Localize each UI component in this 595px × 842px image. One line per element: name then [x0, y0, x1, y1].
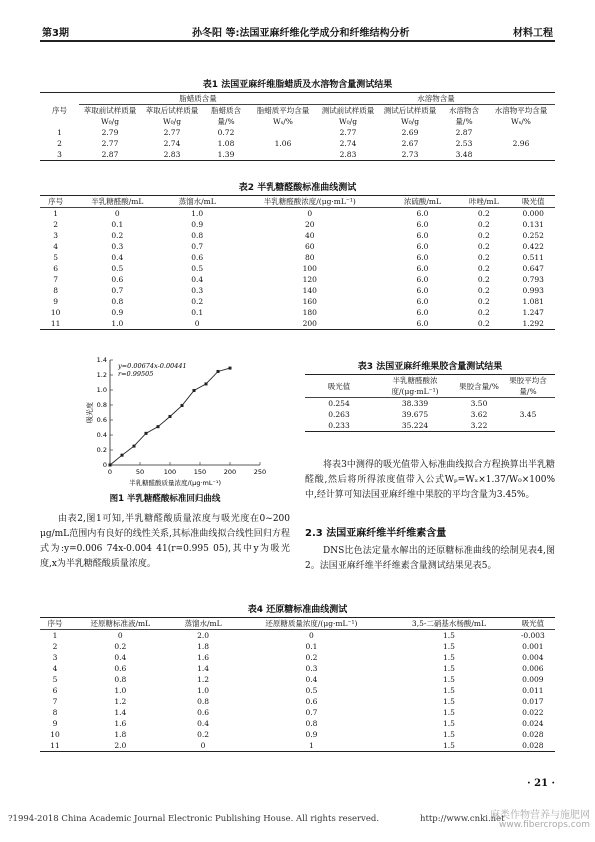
table1-cell: 2.87 — [455, 128, 473, 137]
table4-cell: 7 — [52, 697, 58, 706]
table2-cell: 0.2 — [477, 297, 490, 306]
table2-cell: 0.5 — [191, 264, 204, 273]
table4-cell: 1.5 — [443, 664, 455, 673]
data-point — [229, 367, 232, 370]
table4-header-cell: 3,5-二硝基水杨酸/mL — [411, 619, 487, 628]
table2-cell: 6.0 — [416, 286, 429, 295]
table1-cell: 2.67 — [401, 139, 419, 148]
table2-cell: 4 — [53, 242, 58, 251]
table4-cell: 2.0 — [114, 741, 127, 750]
table4-cell: 10 — [50, 730, 60, 739]
y-tick-label: 0.6 — [96, 416, 107, 424]
table2-cell: 0.4 — [111, 253, 124, 262]
table2-cell: 3 — [53, 231, 58, 240]
table2-cell: 0.2 — [477, 308, 490, 317]
y-tick-label: 1.4 — [96, 356, 107, 364]
table2-cell: 0.511 — [522, 253, 544, 262]
table4-cell: 1.0 — [114, 686, 127, 695]
table4-cell: 1 — [52, 631, 58, 640]
table1-cell: 2.77 — [339, 128, 357, 137]
table2-cell: 0.2 — [191, 297, 204, 306]
table2-cell: 6.0 — [416, 253, 429, 262]
table2-header-cell: 半乳糖醛酸浓度/(μg·mL⁻¹) — [263, 197, 356, 206]
table2-cell: 0.6 — [191, 253, 204, 262]
table2-header-cell: 蒸馏水/mL — [178, 197, 216, 206]
table4-header-cell: 还原糖标准液/mL — [90, 619, 151, 628]
table2-cell: 0.7 — [111, 286, 124, 295]
table2-cell: 0.2 — [477, 253, 490, 262]
table4-cell: 0 — [309, 631, 314, 640]
watermark-cn: 麻类作物营养与施肥网 — [490, 810, 590, 821]
table2-cell: 6.0 — [416, 231, 429, 240]
table4-cell: 1.0 — [197, 686, 210, 695]
table4-cell: 1.5 — [443, 719, 455, 728]
table4-cell: 1 — [309, 741, 314, 750]
table4-cell: -0.003 — [520, 631, 545, 640]
table4-cell: 0.004 — [522, 653, 544, 662]
regression-paragraph: 由表2,图1可知,半乳糖醛酸质量浓度与吸光度在0~200 μg/mL范围内有良好的线性关系,其标准曲线拟合线性回归方程式为:y=0.006 74x-0.004 41(r=0.995 05),其中y为吸光度,x为半乳糖醛酸质量浓度。 — [40, 514, 290, 569]
table2-cell: 0.2 — [477, 220, 490, 229]
table4-row — [40, 641, 555, 652]
table2-cell: 0.252 — [522, 231, 544, 240]
table2-cell: 6.0 — [416, 264, 429, 273]
table4-cell: 6 — [52, 686, 58, 695]
table4-cell: 2.0 — [197, 631, 210, 640]
table2-cell: 5 — [53, 253, 58, 262]
table2-caption: 表2 半乳糖醛酸标准曲线测试 — [238, 183, 357, 193]
table3-header-cell: 果胶含量/% — [459, 381, 499, 391]
table2-header-cell: 序号 — [48, 197, 64, 206]
data-point — [145, 432, 148, 435]
table4-cell: 3 — [52, 653, 58, 662]
table4-cell: 0.4 — [197, 719, 210, 728]
table4-row — [40, 652, 555, 663]
hemicellulose-paragraph: DNS比色法定量水解出的还原糖标准曲线的绘制见表4,图2。法国亚麻纤维半纤维素含量测试结果见表5。 — [305, 546, 555, 571]
table1-cell — [249, 149, 317, 161]
table4-cell: 1.2 — [197, 675, 210, 684]
table1-cell — [487, 149, 555, 161]
table2-row — [40, 274, 555, 285]
table3-cell: 0.233 — [328, 421, 350, 430]
table4-header-cell: 还原糖质量浓度/(μg·mL⁻¹) — [265, 619, 358, 628]
table4-header-cell: 蒸馏水/mL — [184, 619, 222, 628]
table4-cell: 2 — [52, 642, 58, 651]
table2-cell: 160 — [302, 297, 317, 306]
table1-cell: 2.74 — [339, 139, 357, 148]
table1-header-cell: 水溶物平均含量 Wₛ/% — [494, 106, 548, 126]
table3-cell: 38.339 — [401, 399, 429, 408]
table2-header-cell: 半乳糖醛酸/mL — [91, 197, 144, 206]
table4-cell: 1.5 — [443, 631, 455, 640]
table4-cell: 0.3 — [305, 664, 318, 673]
table1-cell: 1.39 — [217, 150, 235, 159]
table2-cell: 0.3 — [191, 286, 204, 295]
table1-group-water: 水溶物含量 — [317, 93, 555, 105]
table2-cell: 0.9 — [191, 220, 204, 229]
cnki-link[interactable]: http://www.cnki.net — [420, 814, 505, 824]
table2-cell: 0.2 — [477, 231, 490, 240]
table4-cell: 8 — [52, 708, 58, 717]
data-point — [133, 445, 136, 448]
table2-header-cell: 吸光值 — [521, 197, 545, 206]
table3-cell: 3.50 — [470, 399, 488, 408]
figure1 — [60, 352, 275, 492]
table1-header-cell: 测试前试样质量 W₀/g — [321, 106, 375, 126]
table2-cell: 0.000 — [522, 209, 544, 218]
table2-cell: 0.2 — [477, 286, 490, 295]
data-point — [109, 464, 112, 467]
y-tick-label: 1.0 — [96, 386, 107, 394]
table4-cell: 9 — [52, 719, 58, 728]
x-tick-label: 100 — [163, 468, 177, 476]
table4-row — [40, 729, 555, 740]
table2-row — [40, 307, 555, 318]
table4-cell: 1.4 — [114, 708, 127, 717]
table4-row — [40, 674, 555, 685]
table4-cell: 1.8 — [197, 642, 210, 651]
table2-cell: 0.131 — [522, 220, 544, 229]
table4-cell: 0.4 — [114, 653, 127, 662]
table2 — [40, 195, 555, 330]
data-point — [121, 454, 124, 457]
table2-cell: 140 — [302, 286, 317, 295]
table4-cell: 4 — [52, 664, 58, 673]
data-point — [193, 389, 196, 392]
journal-name: 材料工程 — [513, 28, 553, 39]
table1-header-cell: 水溶物含量/% — [449, 106, 479, 126]
table2-cell: 120 — [302, 275, 317, 284]
table4-row — [40, 707, 555, 718]
table3-cell: 3.62 — [470, 410, 488, 419]
table4-cell: 1.5 — [443, 675, 455, 684]
table4-cell: 0.8 — [305, 719, 318, 728]
y-tick-label: 1.2 — [96, 371, 107, 379]
table1-group-wax: 脂蜡质含量 — [79, 93, 317, 105]
table4-cell: 1.6 — [197, 653, 210, 662]
pectin-paragraph: 将表3中测得的吸光值带入标准曲线拟合方程换算出半乳糖醛酸,然后将所得浓度值带入公式Wₚ=Wₓ×1.37/W₀×100%中,经计算可知法国亚麻纤维中果胶的平均含量为3.45%。 — [305, 460, 555, 500]
table4-cell: 0.5 — [305, 686, 318, 695]
table2-cell: 40 — [305, 231, 315, 240]
table2-cell: 0.4 — [191, 275, 204, 284]
section-heading: 2.3 法国亚麻纤维半纤维素含量 — [305, 528, 447, 539]
table1-cell: 2.74 — [163, 139, 181, 148]
table4-cell: 0.011 — [522, 686, 544, 695]
table2-cell: 6.0 — [416, 297, 429, 306]
table2-cell: 1.292 — [522, 319, 544, 328]
table4-cell: 0.001 — [522, 642, 544, 651]
table2-row — [40, 252, 555, 263]
table4-cell: 0.028 — [522, 730, 544, 739]
table2-cell: 0.7 — [191, 242, 204, 251]
table3-caption: 表3 法国亚麻纤维果胶含量测试结果 — [357, 362, 503, 372]
table2-cell: 7 — [53, 275, 58, 284]
table4-row — [40, 740, 555, 752]
table4-cell: 0.6 — [114, 664, 127, 673]
table4-cell: 0.2 — [197, 730, 210, 739]
table4-cell: 0.6 — [305, 697, 318, 706]
issue-label: 第3期 — [42, 28, 69, 39]
y-tick-label: 0.2 — [96, 446, 107, 454]
table2-header-cell: 咔唑/mL — [468, 197, 499, 206]
table1-row — [40, 138, 555, 149]
table2-cell: 0.993 — [522, 286, 544, 295]
table2-cell: 6 — [53, 264, 58, 273]
table2-cell: 6.0 — [416, 209, 429, 218]
running-title: 孙冬阳 等:法国亚麻纤维化学成分和纤维结构分析 — [192, 28, 410, 39]
table2-cell: 2 — [53, 220, 58, 229]
table2-cell: 10 — [50, 308, 61, 317]
table3 — [305, 374, 555, 432]
table2-cell: 0.3 — [111, 242, 124, 251]
table1-cell: 0.72 — [217, 128, 235, 137]
table1-cell — [487, 127, 555, 138]
table4-cell: 1.5 — [443, 653, 455, 662]
table1-header-cell: 测试后试样质量 W₀/g — [383, 106, 437, 126]
table2-cell: 100 — [302, 264, 317, 273]
table3-cell: 0.263 — [328, 410, 350, 419]
figure1-r-value: r=0.99505 — [118, 370, 154, 378]
table2-cell: 0.1 — [191, 308, 204, 317]
table2-cell: 20 — [305, 220, 315, 229]
figure1-equation: y=0.00674x-0.00441 — [118, 362, 187, 370]
x-tick-label: 150 — [193, 468, 207, 476]
table3-cell: 3.45 — [519, 410, 537, 419]
page-number: · 21 · — [527, 778, 555, 789]
table4-cell: 1.5 — [443, 730, 455, 739]
table1-cell: 2.53 — [455, 139, 473, 148]
table4-cell: 0.006 — [522, 664, 544, 673]
x-tick-label: 0 — [107, 468, 113, 476]
table2-cell: 80 — [305, 253, 315, 262]
table4-cell: 0.6 — [197, 708, 210, 717]
table4-row — [40, 685, 555, 696]
table4-cell: 0 — [200, 741, 206, 750]
data-point — [181, 404, 184, 407]
table2-cell: 6.0 — [416, 275, 429, 284]
table1-header-cell: 萃取后试样质量 W₀/g — [145, 106, 199, 126]
table2-cell: 0.1 — [111, 220, 124, 229]
table2-row — [40, 241, 555, 252]
table2-cell: 0.2 — [477, 275, 490, 284]
table2-row — [40, 208, 555, 220]
table1-cell: 2.96 — [512, 139, 530, 148]
table4-cell: 0.028 — [522, 741, 544, 750]
table1-cell: 2.77 — [101, 139, 119, 148]
y-tick-label: 0.4 — [96, 431, 107, 439]
table4-row — [40, 696, 555, 707]
table2-row — [40, 263, 555, 274]
table1-cell — [249, 127, 317, 138]
table1-header-cell: 序号 — [52, 105, 67, 115]
table3-cell: 35.224 — [401, 421, 429, 430]
table1-cell: 2.69 — [401, 128, 419, 137]
table4-cell: 0.2 — [305, 653, 318, 662]
table1-row — [40, 127, 555, 138]
table2-cell: 0.2 — [477, 209, 490, 218]
table1-cell: 2.79 — [101, 128, 119, 137]
table1-cell: 2 — [57, 139, 62, 148]
table2-cell: 0.8 — [191, 231, 204, 240]
figure1-caption: 图1 半乳糖醛酸标准回归曲线 — [109, 494, 221, 504]
table3-cell — [501, 398, 555, 410]
table3-header-cell: 吸光值 — [327, 381, 351, 391]
table2-cell: 1 — [53, 209, 58, 218]
table2-cell: 0.2 — [477, 264, 490, 273]
table1-cell: 2.77 — [163, 128, 181, 137]
data-point — [205, 382, 208, 385]
table1-cell: 2.73 — [401, 150, 419, 159]
table4-cell: 0.4 — [305, 675, 318, 684]
table1-header-cell: 萃取前试样质量 W₀/g — [83, 106, 137, 126]
table3-cell: 0.254 — [328, 399, 350, 408]
table4-cell: 1.5 — [443, 686, 455, 695]
table2-cell: 0 — [114, 209, 120, 218]
table1-row — [40, 149, 555, 161]
table1-header-cell: 脂蜡质含量/% — [211, 106, 241, 126]
table1-cell: 1 — [57, 128, 62, 137]
table2-row — [40, 219, 555, 230]
data-point — [169, 415, 172, 418]
table4-cell: 0.8 — [197, 697, 210, 706]
table2-cell: 6.0 — [416, 319, 429, 328]
table4-cell: 0.009 — [522, 675, 544, 684]
table4-header-cell: 吸光值 — [521, 619, 545, 628]
table4-cell: 1.2 — [114, 697, 127, 706]
table2-cell: 0.422 — [522, 242, 544, 251]
table4-row — [40, 630, 555, 642]
table4-cell: 0.017 — [522, 697, 544, 706]
table3-cell — [501, 420, 555, 432]
table4-cell: 1.5 — [443, 697, 455, 706]
running-header — [40, 22, 555, 42]
figure1-xlabel: 半乳糖醛酸质量浓度/(μg·mL⁻¹) — [128, 479, 222, 487]
table4-cell: 1.5 — [443, 741, 455, 750]
figure1-chart — [60, 352, 275, 492]
table3-row — [305, 398, 555, 410]
table2-cell: 180 — [302, 308, 317, 317]
table2-cell: 0 — [307, 209, 313, 218]
table2-cell: 1.247 — [522, 308, 544, 317]
data-point — [157, 425, 160, 428]
table3-header-cell: 半乳糖醛酸浓度/(μg·mL⁻¹) — [391, 376, 439, 396]
table4-cell: 5 — [52, 675, 58, 684]
table4-cell: 0.024 — [522, 719, 544, 728]
table2-cell: 11 — [50, 319, 61, 328]
table3-cell: 3.22 — [470, 421, 488, 430]
table4-cell: 1.8 — [114, 730, 127, 739]
table4-cell: 1.5 — [443, 642, 455, 651]
table4-cell: 0.1 — [305, 642, 318, 651]
data-point — [217, 370, 220, 373]
table2-cell: 0.9 — [111, 308, 124, 317]
table2-cell: 0.2 — [477, 319, 490, 328]
table4-cell: 11 — [50, 741, 60, 750]
table1-cell: 1.08 — [217, 139, 235, 148]
table2-cell: 1.0 — [191, 209, 204, 218]
table2-cell: 0 — [194, 319, 200, 328]
table2-cell: 0.8 — [111, 297, 124, 306]
table4-header-cell: 序号 — [47, 619, 63, 628]
table2-row — [40, 318, 555, 330]
table2-cell: 9 — [53, 297, 58, 306]
table2-cell: 0.647 — [522, 264, 544, 273]
table3-header-cell: 果胶平均含量/% — [509, 376, 547, 396]
table2-cell: 60 — [305, 242, 315, 251]
y-tick-label: 0.8 — [96, 401, 107, 409]
table3-cell: 39.675 — [401, 410, 429, 419]
table1-cell: 2.83 — [339, 150, 357, 159]
table3-row — [305, 420, 555, 432]
table4 — [40, 617, 555, 752]
table2-cell: 6.0 — [416, 220, 429, 229]
table4-cell: 0 — [117, 631, 123, 640]
table2-cell: 6.0 — [416, 308, 429, 317]
table4-row — [40, 718, 555, 729]
table3-row — [305, 409, 555, 420]
table4-cell: 1.4 — [197, 664, 210, 673]
table1-cell: 2.83 — [163, 150, 181, 159]
table4-cell: 1.5 — [443, 708, 455, 717]
figure1-ylabel: 吸光度 — [86, 402, 94, 423]
table4-caption: 表4 还原糖标准曲线测试 — [247, 605, 348, 615]
table2-cell: 0.793 — [522, 275, 544, 284]
table1-cell: 1.06 — [274, 139, 292, 148]
table4-cell: 0.9 — [305, 730, 318, 739]
table2-cell: 8 — [53, 286, 58, 295]
copyright-notice: ?1994-2018 China Academic Journal Electronic Publishing House. All rights reserved. — [8, 814, 380, 824]
table2-cell: 6.0 — [416, 242, 429, 251]
table4-cell: 1.6 — [114, 719, 127, 728]
table4-cell: 0.022 — [522, 708, 544, 717]
table1-caption: 表1 法国亚麻纤维脂蜡质及水溶物含量测试结果 — [202, 80, 393, 90]
table2-cell: 1.0 — [111, 319, 124, 328]
table2-row — [40, 296, 555, 307]
table2-cell: 0.5 — [111, 264, 124, 273]
table2-row — [40, 285, 555, 296]
y-tick-label: 0 — [102, 461, 107, 469]
table2-cell: 0.2 — [477, 242, 490, 251]
table2-row — [40, 230, 555, 241]
x-tick-label: 50 — [135, 468, 145, 476]
table1-cell: 2.87 — [101, 150, 119, 159]
table4-cell: 0.7 — [305, 708, 318, 717]
table2-cell: 0.2 — [111, 231, 124, 240]
table2-header-cell: 浓硫酸/mL — [403, 197, 441, 206]
table1-header-cell: 脂蜡质平均含量 Wₛ/% — [256, 106, 310, 126]
x-tick-label: 250 — [253, 468, 267, 476]
table4-row — [40, 663, 555, 674]
table4-cell: 0.2 — [114, 642, 127, 651]
table1-cell: 3.48 — [455, 150, 473, 159]
table4-cell: 0.8 — [114, 675, 127, 684]
watermark-url: www.fibercrops.com — [499, 820, 590, 830]
table2-cell: 1.081 — [522, 297, 544, 306]
x-tick-label: 200 — [223, 468, 237, 476]
table1 — [40, 92, 555, 161]
table2-cell: 200 — [302, 319, 317, 328]
table2-cell: 0.6 — [111, 275, 124, 284]
table1-cell: 3 — [57, 150, 62, 159]
